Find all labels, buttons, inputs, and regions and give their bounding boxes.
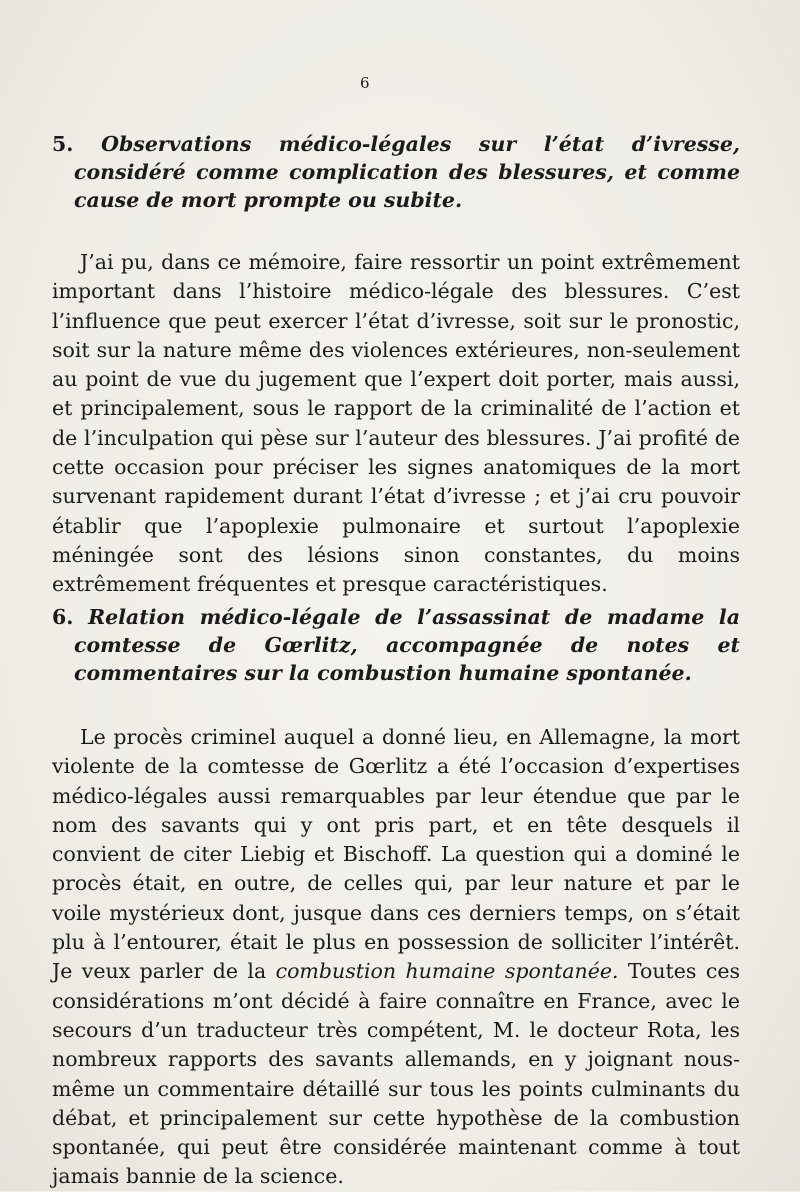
entry-5 [52, 130, 740, 600]
body-text: Le procès criminel auquel a donné lieu, en Allemagne, la mort violente de la comtesse de Gœrlitz a été l’occasion d’expertises médico-légales aussi remarquables par leur étendue que par le nom des savants qui y ont pris part, et en tête desquels il convient de citer Liebig et Bischoff. La question qui a dominé le procès était, en outre, de celles qui, par leur nature et par le voile mystérieux dont, jusque dans ces derniers temps, on s’était plu à l’entourer, était le plus en possession de solliciter l’intérêt. Je veux parler de la [52, 725, 740, 984]
entry-6 [52, 603, 740, 1192]
page-number: 6 [360, 74, 370, 92]
entry-number: 6. [52, 605, 74, 629]
entry-body [52, 723, 740, 1192]
entry-heading [52, 603, 740, 687]
body-italic-text: combustion humaine spontanée. [275, 959, 619, 984]
entry-number: 5. [52, 132, 74, 156]
entry-title: Relation médico-légale de l’assassinat de madame la comtesse de Gœrlitz, accompagnée de notes et commentaires sur la combustion humaine spontanée. [74, 605, 740, 685]
body-text: Toutes ces considérations m’ont décidé à faire connaître en France, avec le secours d’un traducteur très compétent, M. le docteur Rota, les nombreux rapports des savants allemands, en y joignant nous-même un commentaire détaillé sur tous les points culminants du débat, et principalement sur cette hypothèse de la combustion spontanée, qui peut être considérée maintenant comme à tout jamais bannie de la science. [52, 959, 740, 1189]
entry-heading [52, 130, 740, 214]
entry-title: Observations médico-légales sur l’état d’ivresse, considéré comme complication des blessures, et comme cause de mort prompte ou subite. [74, 132, 740, 212]
entry-body: J’ai pu, dans ce mémoire, faire ressortir un point extrêmement important dans l’histoire médico-légale des blessures. C’est l’influence que peut exercer l’état d’ivresse, soit sur le pronostic, soit sur la nature même des violences extérieures, non-seulement au point de vue du jugement que l’expert doit porter, mais aussi, et principalement, sous le rapport de la criminalité de l’action et de l’inculpation qui pèse sur l’auteur des blessures. J’ai profité de cette occasion pour préciser les signes anatomiques de la mort survenant rapidement durant l’état d’ivresse ; et j’ai cru pouvoir établir que l’apoplexie pulmonaire et surtout l’apoplexie méningée sont des lésions sinon constantes, du moins extrêmement fréquentes et presque caractéristiques. [52, 250, 740, 597]
